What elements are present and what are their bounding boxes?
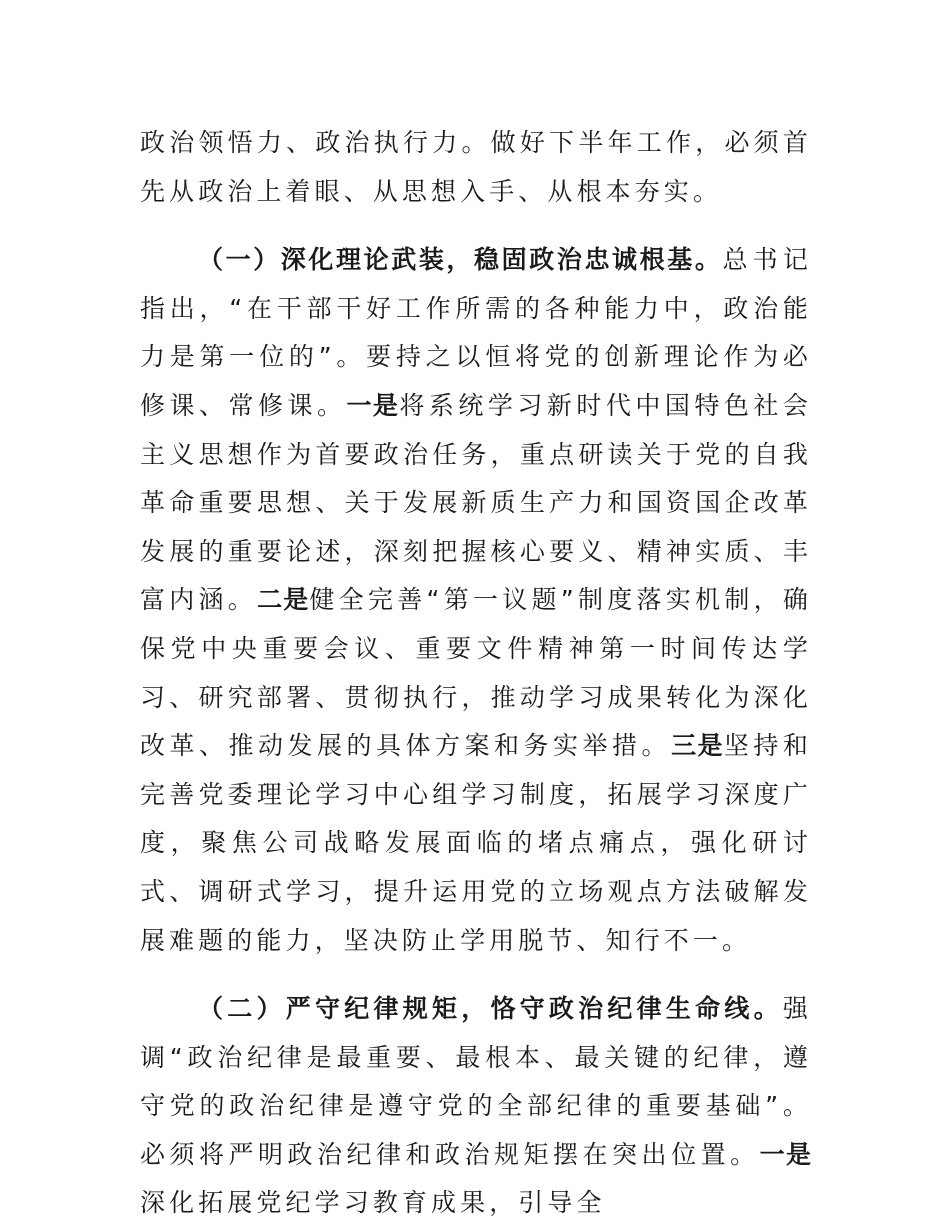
paragraph-section-1 (140, 236, 812, 965)
paragraph-text: 将系统学习新时代中国特色社会主义思想作为首要政治任务，重点研读关于党的自我革命重要思想、关于发展新质生产力和国资国企改革发展的重要论述，深刻把握核心要义、精神实质、丰富内涵。 (140, 390, 812, 615)
enumeration-marker: 三是 (671, 731, 724, 761)
document-page (140, 119, 812, 1228)
enumeration-marker: 二是 (257, 585, 310, 615)
paragraph-intro-tail (140, 119, 812, 216)
paragraph-text: 总书记指出，“在干部干好工作所需的各种能力中，政治能力是第一位的”。要持之以恒将党的创新理论作为必修课、常修课。 (140, 245, 812, 420)
paragraph-text: 强调“政治纪律是最重要、最根本、最关键的纪律，遵守党的政治纪律是遵守党的全部纪律的重要基础”。必须将严明政治纪律和政治规矩摆在突出位置。 (140, 994, 812, 1169)
section-heading: （二）严守纪律规矩，恪守政治纪律生命线。 (198, 994, 783, 1024)
paragraph-text: 健全完善“第一议题”制度落实机制，确保党中央重要会议、重要文件精神第一时间传达学习、研究部署、贯彻执行，推动学习成果转化为深化改革、推动发展的具体方案和务实举措。 (140, 585, 812, 761)
paragraph-text: 政治领悟力、政治执行力。做好下半年工作，必须首先从政治上着眼、从思想入手、从根本夯实。 (140, 128, 812, 206)
paragraph-text: 坚持和完善党委理论学习中心组学习制度，拓展学习深度广度，聚焦公司战略发展面临的堵点痛点，强化研讨式、调研式学习，提升运用党的立场观点方法破解发展难题的能力，坚决防止学用脱节、知行不一。 (140, 731, 812, 955)
section-heading: （一）深化理论武装，稳固政治忠诚根基。 (198, 245, 723, 275)
enumeration-marker: 一是 (759, 1139, 812, 1169)
enumeration-marker: 一是 (346, 390, 400, 420)
paragraph-text: 深化拓展党纪学习教育成果，引导全 (140, 1188, 606, 1218)
paragraph-section-2 (140, 985, 812, 1228)
